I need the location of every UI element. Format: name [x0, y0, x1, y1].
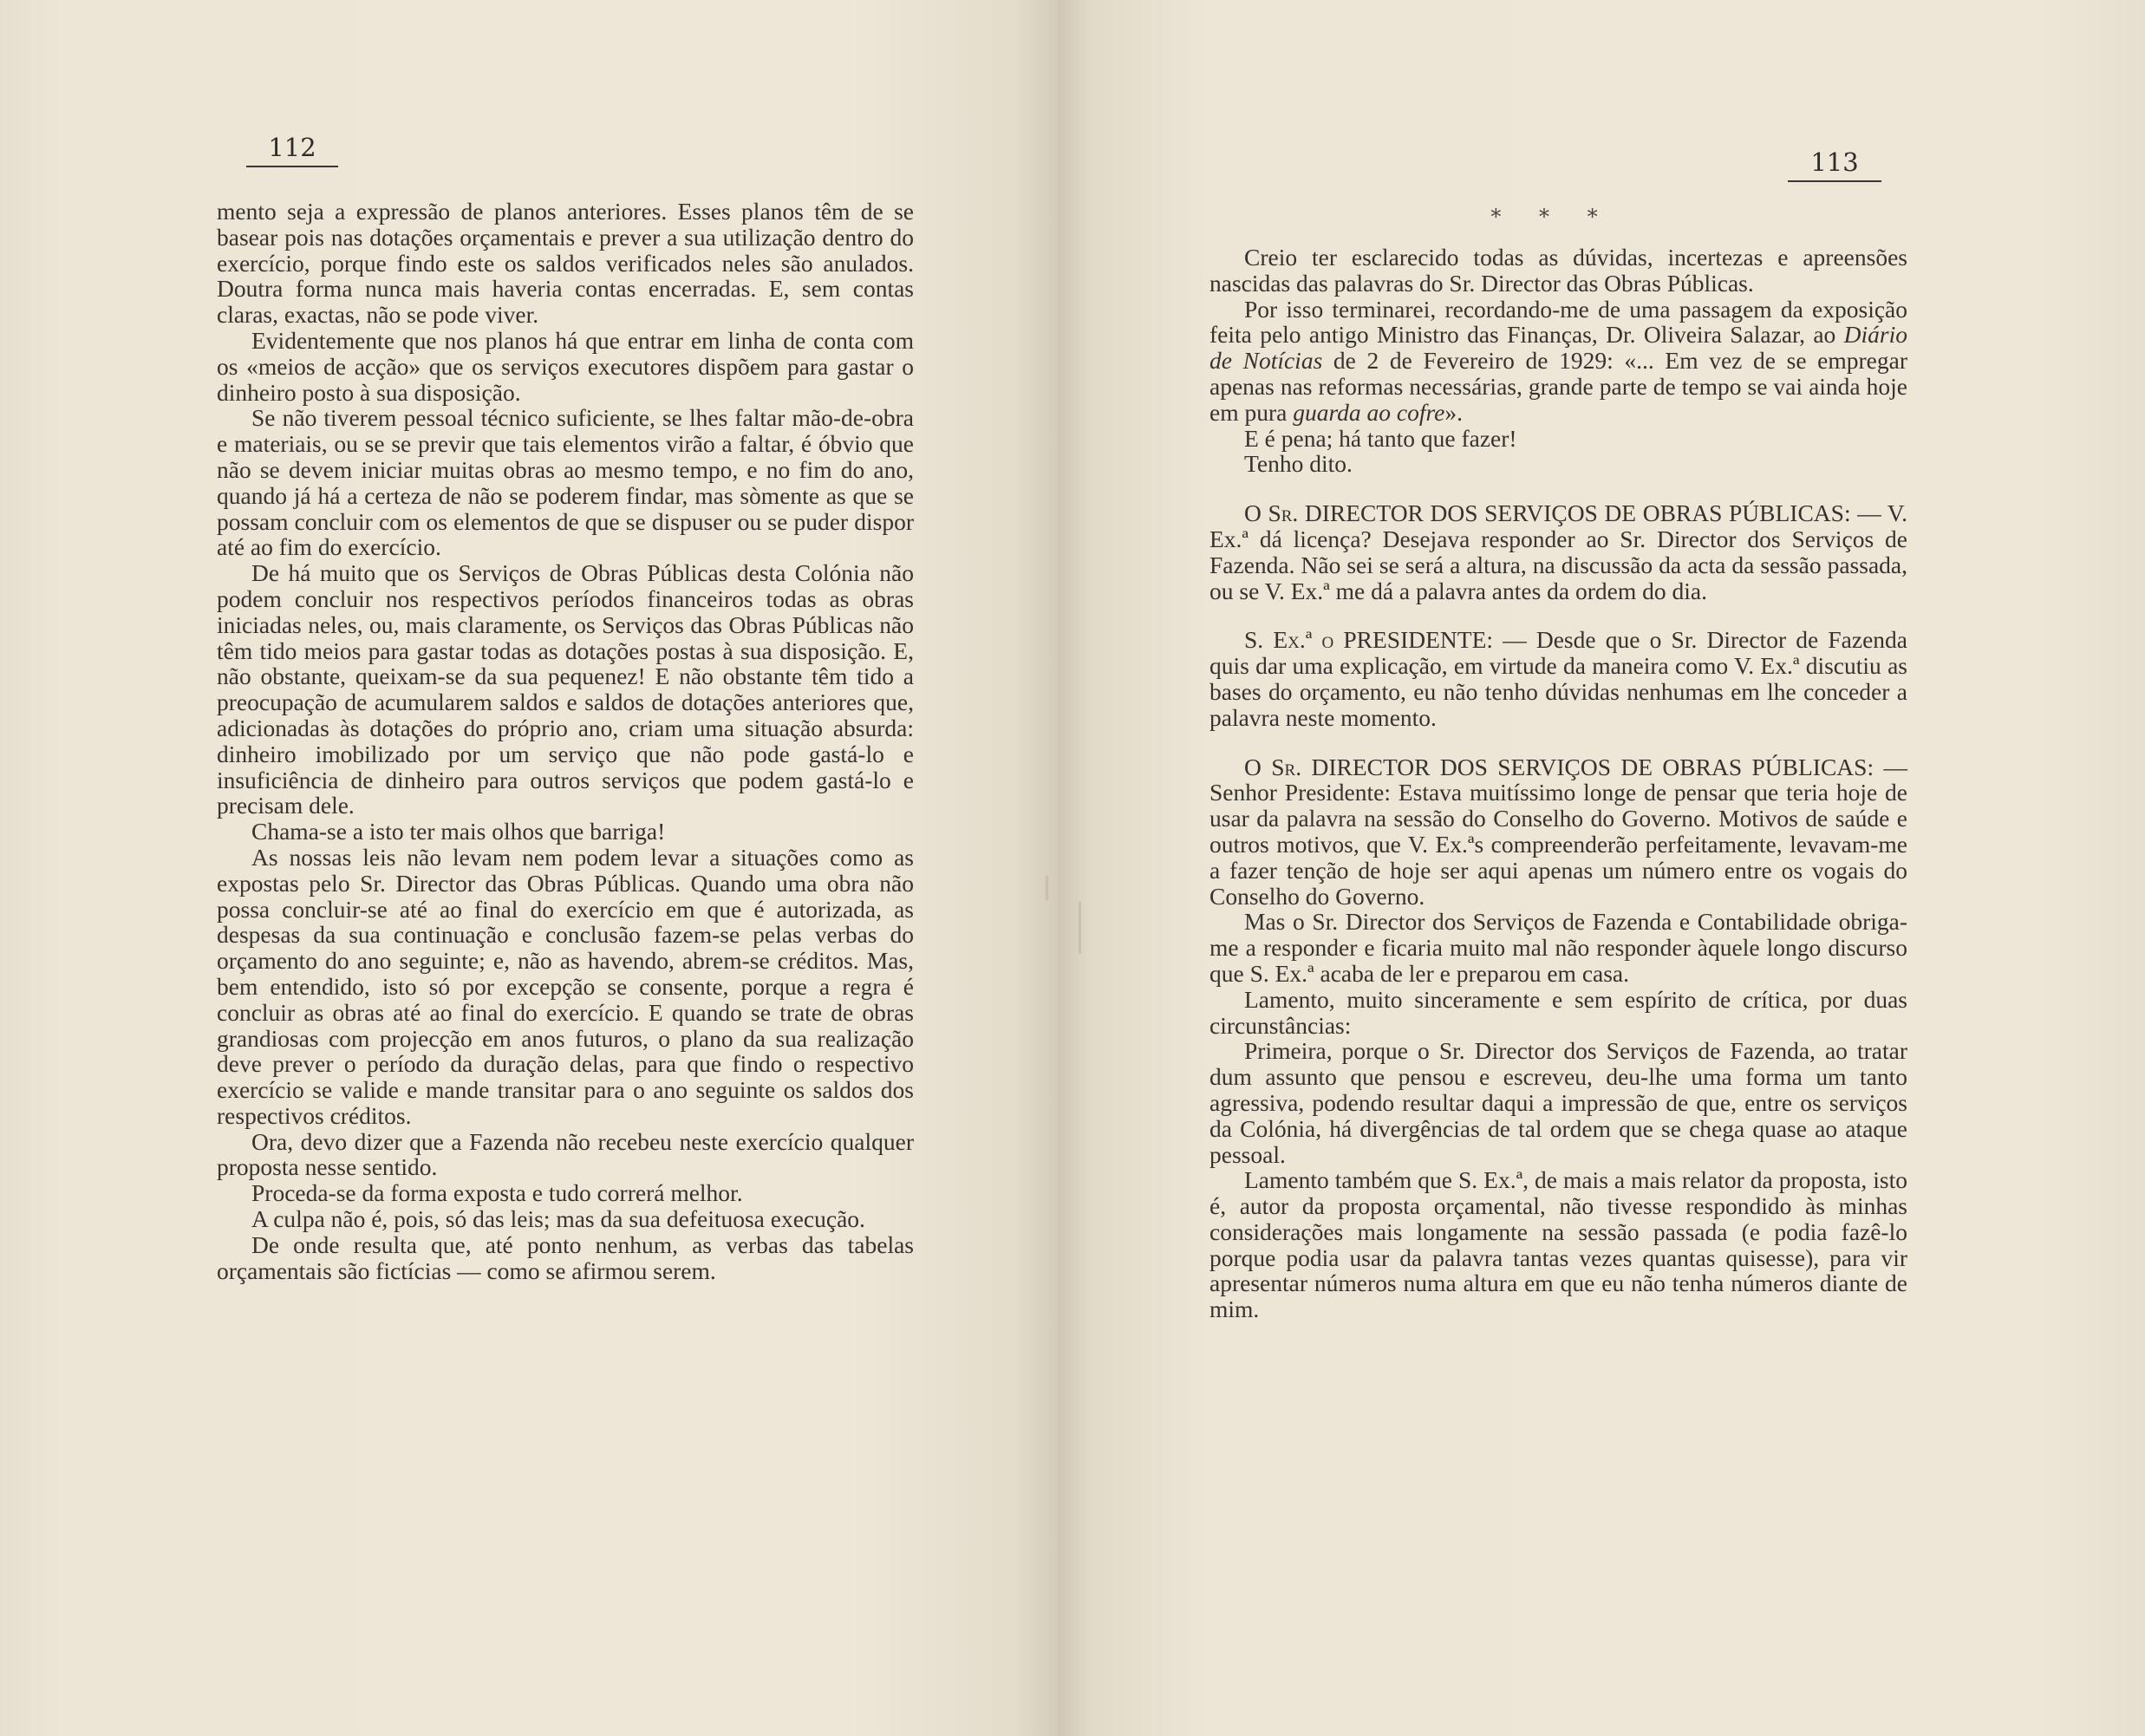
right-paragraph-2: Lamento, muito sinceramente e sem espírito de crítica, por duas circunstâncias:: [1209, 985, 1907, 1039]
salazar-text-after: ».: [1444, 398, 1464, 426]
salazar-text-before: Por isso terminarei, recordando-me de uma passagem da exposição feita pelo antigo Ministro das Finanças, Dr. Oliveira Salazar, ao: [1209, 295, 1907, 349]
left-paragraph-3: Se não tiverem pessoal técnico suficiente, se lhes faltar mão-de-obra e materiais, ou se se previr que tais elementos virão a faltar, é óbvio que não se devem iniciar muitas obras ao mesmo tempo, e no fim do ano, quando já há a certeza de não se poderem findar, mas sòmente as que se possam concluir com os elementos de que se dispuser ou se puder dispor até ao fim do exercício.: [217, 404, 914, 561]
closing-line-1: E é pena; há tanto que fazer!: [1244, 424, 1517, 452]
speech-1-speaker: O Sr. DIRECTOR DOS SERVIÇOS DE OBRAS PÚBLICAS:: [1244, 499, 1851, 527]
page-number-right: 113: [1788, 147, 1881, 182]
salazar-quote-paragraph: [1209, 297, 1907, 426]
right-paragraph-1: Mas o Sr. Director dos Serviços de Fazenda e Contabilidade obriga-me a responder e ficaria muito mal não responder àquele longo discurso que S. Ex.ª acaba de ler e preparou em casa.: [1209, 908, 1907, 987]
left-paragraph-7: Ora, devo dizer que a Fazenda não recebeu neste exercício qualquer proposta nesse sentido.: [217, 1127, 914, 1181]
left-paragraph-8: Proceda-se da forma exposta e tudo correrá melhor.: [251, 1179, 743, 1207]
left-paragraph-10: De onde resulta que, até ponto nenhum, as verbas das tabelas orçamentais são fictícias — como se afirmou serem.: [217, 1230, 914, 1284]
left-paragraph-4: De há muito que os Serviços de Obras Públicas desta Colónia não podem concluir nos respectivos períodos financeiros todas as obras iniciadas neles, ou, mais claramente, os Serviços das Obras Públicas não têm tido meios para gastar todas as dotações postas à sua disposição. E, não obstante, queixam-se da sua pequenez! E não obstante têm tido a preocupação de acumularem saldos e saldos de dotações anteriores que, adicionadas às dotações do próprio ano, criam uma situação absurda: dinheiro imobilizado por um serviço que não pode gastá-lo e insuficiência de dinheiro para outros serviços que podem gastá-lo e precisam dele.: [217, 559, 914, 819]
left-paragraph-1: mento seja a expressão de planos anteriores. Esses planos têm de se basear pois nas dotações orçamentais e prever a sua utilização dentro do exercício, porque findo este os saldos verificados neles são anulados. Doutra forma nunca mais haveria contas encerradas. E, sem contas claras, exactas, não se pode viver.: [217, 198, 914, 329]
left-paragraph-5: Chama-se a isto ter mais olhos que barriga!: [251, 818, 666, 845]
right-paragraph-4: Lamento também que S. Ex.ª, de mais a mais relator da proposta, isto é, autor da proposta orçamental, não tivesse respondido às minhas considerações mais longamente na sessão passada (e podia fazê-lo porque podia usar da palavra tantas vezes quantas quisesse), para vir apresentar números numa altura em que eu não tenha números diante de mim.: [1209, 1166, 1907, 1323]
section-separator: * * *: [1490, 205, 1614, 229]
speech-2: [1209, 627, 1907, 730]
left-paragraph-9: A culpa não é, pois, só das leis; mas da sua defeituosa execução.: [251, 1205, 865, 1233]
page-number-left: 112: [246, 133, 338, 167]
speech-2-speaker: S. Ex.ª o PRESIDENTE:: [1244, 626, 1494, 654]
salazar-quote-end: guarda ao cofre: [1293, 398, 1445, 426]
fold-mark: [1046, 876, 1048, 900]
newspaper-title: Diário de Notícias: [1209, 321, 1907, 375]
closing-line-2: Tenho dito.: [1244, 450, 1353, 478]
speech-1-text: — V. Ex.ª dá licença? Desejava responder ao Sr. Director dos Serviços de Fazenda. Não sei se será a altura, na discussão da acta da sessão passada, ou se V. Ex.ª me dá a palavra antes da ordem do dia.: [1209, 499, 1907, 604]
right-paragraph-3: Primeira, porque o Sr. Director dos Serviços de Fazenda, ao tratar dum assunto que pensou e escreveu, deu-lhe uma forma um tanto agressiva, podendo resultar daqui a impressão de que, entre os serviços da Colónia, há divergências de tal ordem que se chega quase ao ataque pessoal.: [1209, 1037, 1907, 1168]
left-page: [0, 0, 1058, 1736]
left-paragraph-2: Evidentemente que nos planos há que entrar em linha de conta com os «meios de acção» que os serviços executores dispõem para gastar o dinheiro posto à sua disposição.: [217, 326, 914, 406]
right-page-text: [1209, 245, 1907, 1322]
left-page-text: [217, 199, 914, 1283]
speech-1: [1209, 500, 1907, 604]
speech-3-speaker: O Sr. DIRECTOR DOS SERVIÇOS DE OBRAS PÚBLICAS:: [1244, 753, 1874, 780]
speech-3-text: — Senhor Presidente: Estava muitíssimo longe de pensar que teria hoje de usar da palavra na sessão do Conselho do Governo. Motivos de saúde e outros motivos, que V. Ex.ªs compreenderão perfeitamente, levavam-me a fazer tenção de hoje ser aqui apenas um número entre os vogais do Conselho do Governo.: [1209, 753, 1907, 910]
left-paragraph-6: As nossas leis não levam nem podem levar a situações como as expostas pelo Sr. Director das Obras Públicas. Quando uma obra não possa concluir-se até ao final do exercício em que é autorizada, as despesas da sua continuação e conclusão fazem-se pelas verbas do orçamento do ano seguinte; e, não as havendo, abrem-se créditos. Mas, bem entendido, isto só por excepção se consente, porque a regra é concluir as obras até ao final do exercício. E quando se trate de obras grandiosas com projecção em anos futuros, o plano da sua realização deve prever o período da duração delas, para que findo o respectivo exercício se valide e mande transitar para o ano seguinte os saldos dos respectivos créditos.: [217, 843, 914, 1129]
speech-3: [1209, 754, 1907, 910]
speech-2-text: — Desde que o Sr. Director de Fazenda quis dar uma explicação, em virtude da maneira como V. Ex.ª discutiu as bases do orçamento, eu não tenho dúvidas nenhumas em lhe conceder a palavra neste momento.: [1209, 626, 1908, 731]
salazar-text-middle: de 2 de Fevereiro de 1929: «... Em vez de se empregar apenas nas reformas necessárias, grande parte de tempo se vai ainda hoje em pura: [1209, 347, 1907, 426]
right-intro-paragraph: Creio ter esclarecido todas as dúvidas, incertezas e apreensões nascidas das palavras do Sr. Director das Obras Públicas.: [1209, 244, 1907, 297]
fold-mark: [1079, 902, 1081, 954]
